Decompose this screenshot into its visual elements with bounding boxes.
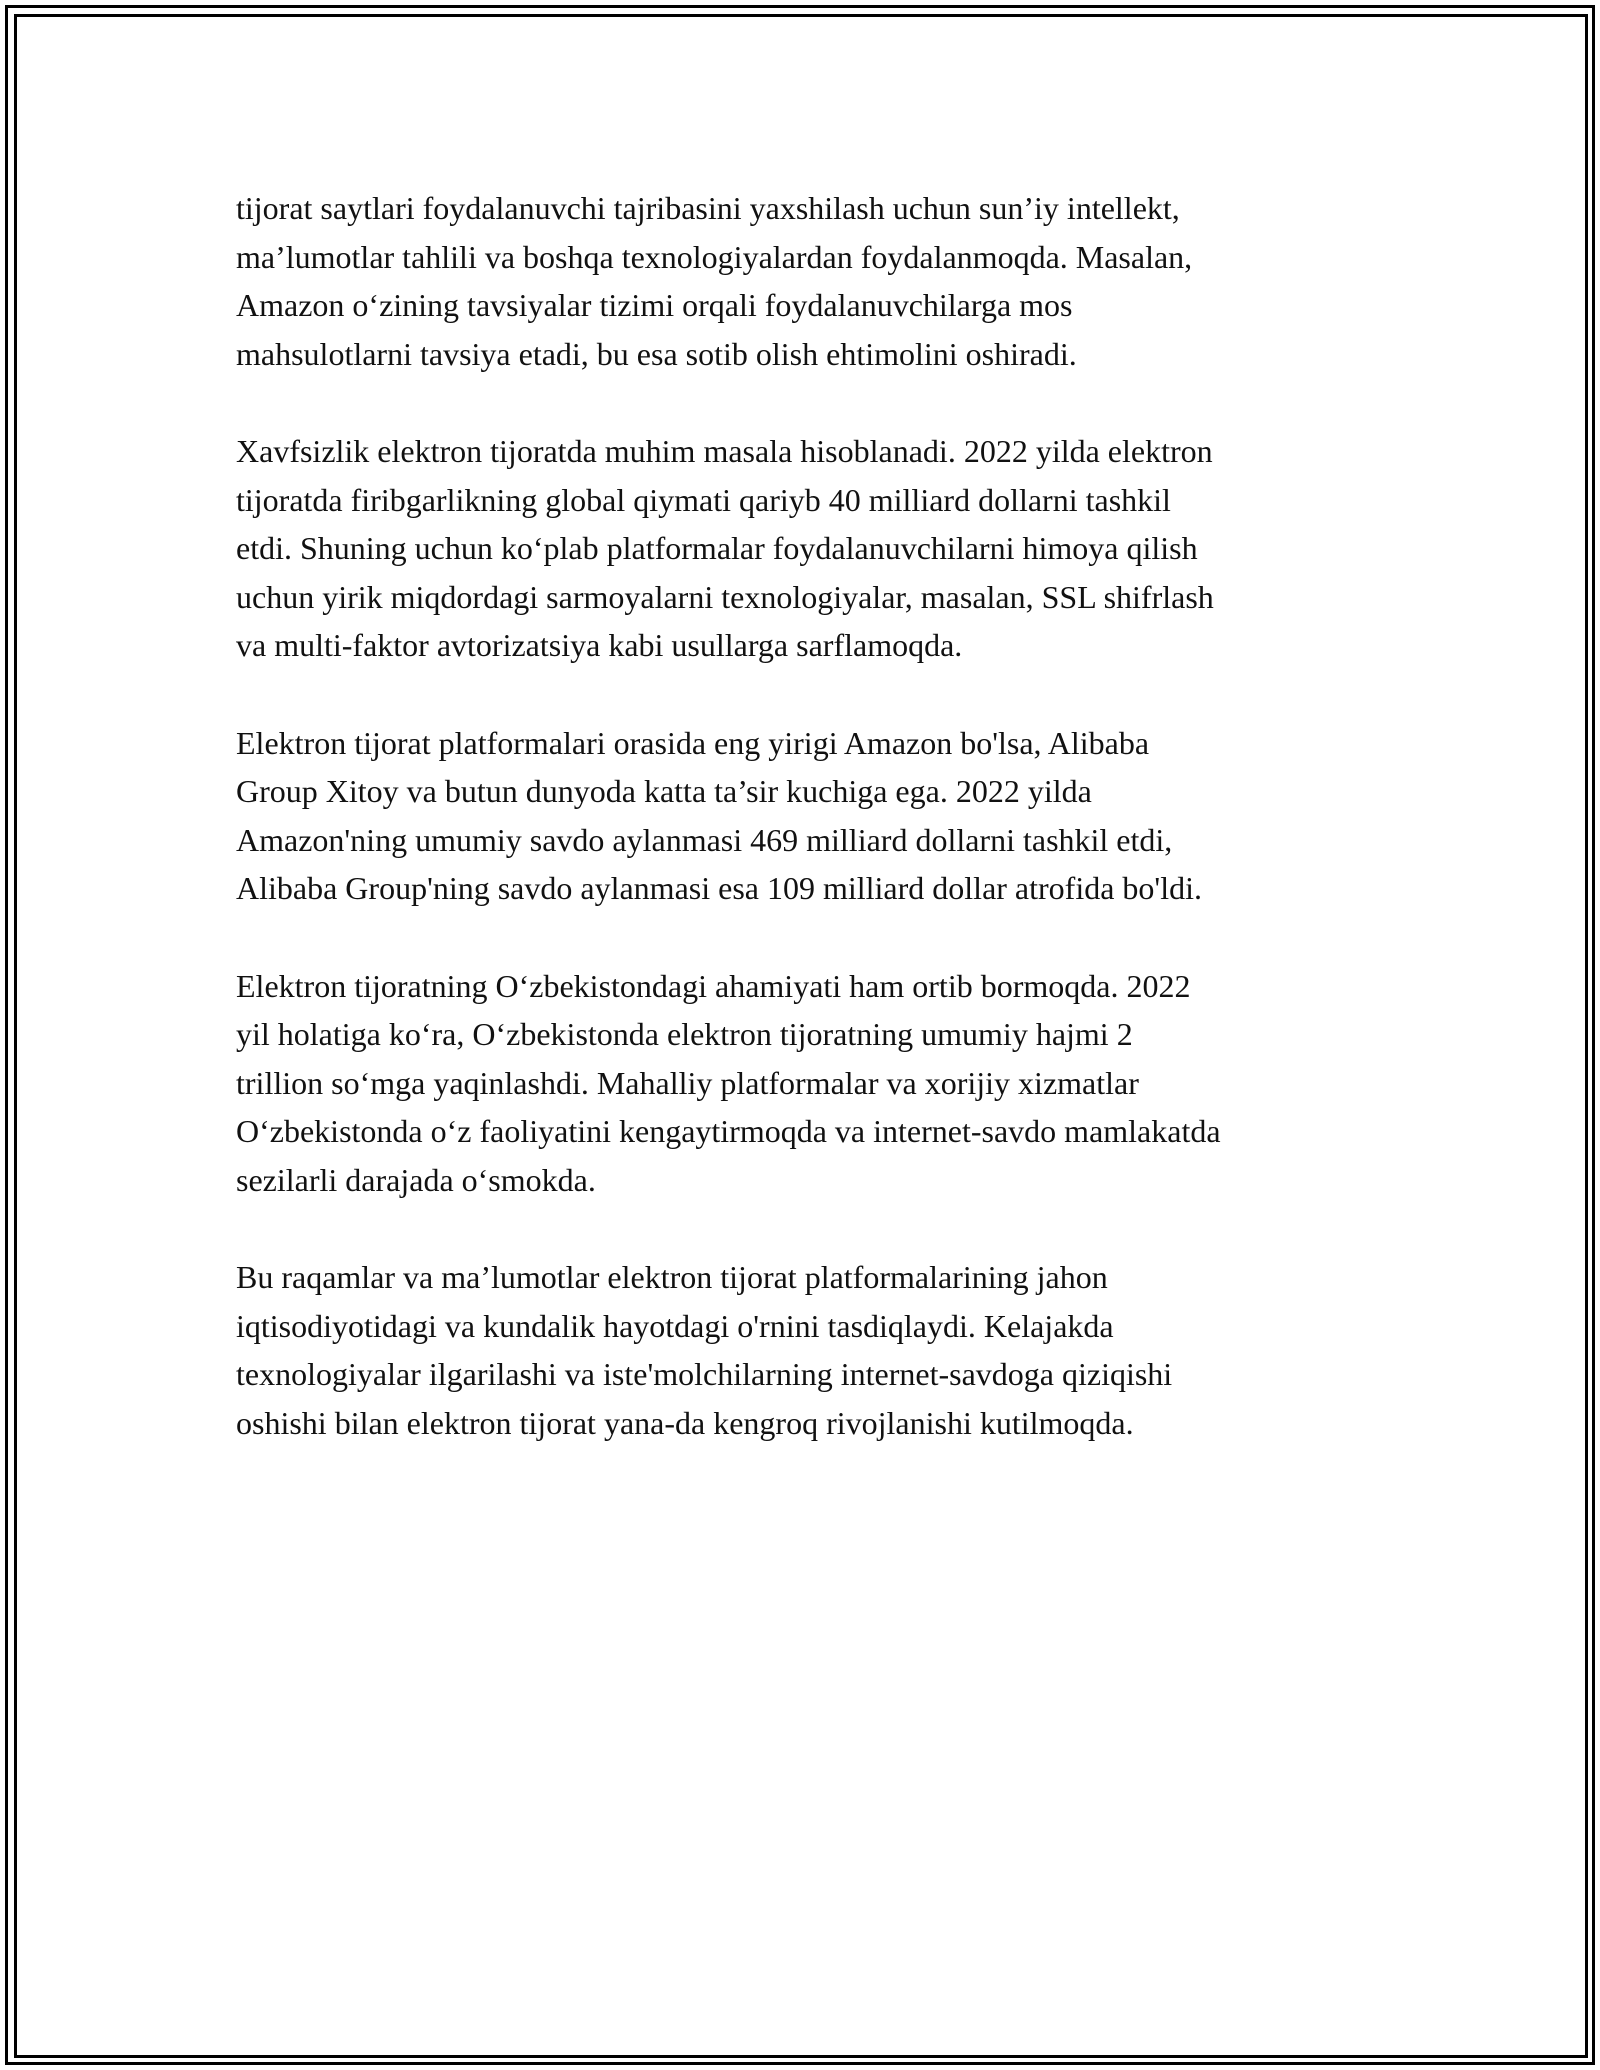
paragraph-2: Xavfsizlik elektron tijoratda muhim masala hisoblanadi. 2022 yilda elektron tijoratda firibgarlikning global qiymati qariyb 40 milliard dollarni tashkil etdi. Shuning uchun ko‘plab platformalar foydalanuvchilarni himoya qilish uchun yirik miqdordagi sarmoyalarni texnologiyalar, masalan, SSL shifrlash va multi-faktor avtorizatsiya kabi usullarga sarflamoqda. (236, 433, 1214, 663)
paragraph-1: tijorat saytlari foydalanuvchi tajribasini yaxshilash uchun sun’iy intellekt, ma’lumotlar tahlili va boshqa texnologiyalardan foydalanmoqda. Masalan, Amazon o‘zining tavsiyalar tizimi orqali foydalanuvchilarga mos mahsulotlarni tavsiya etadi, bu esa sotib olish ehtimolini oshiradi. (236, 190, 1193, 372)
paragraph-5: Bu raqamlar va ma’lumotlar elektron tijorat platformalarining jahon iqtisodiyotidagi va kundalik hayotdagi o'rnini tasdiqlaydi. Kelajakda texnologiyalar ilgarilashi va iste'molchilarning internet-savdoga qiziqishi oshishi bilan elektron tijorat yana-da kengroq rivojlanishi kutilmoqda. (236, 1259, 1173, 1441)
paragraph-4: Elektron tijoratning O‘zbekistondagi ahamiyati ham ortib bormoqda. 2022 yil holatiga ko‘ra, O‘zbekistonda elektron tijoratning umumiy hajmi 2 trillion so‘mga yaqinlashdi. Mahalliy platformalar va xorijiy xizmatlar O‘zbekistonda o‘z faoliyatini kengaytirmoqda va internet-savdo mamlakatda sezilarli darajada o‘smokda. (236, 967, 1221, 1198)
paragraph-3: Elektron tijorat platformalari orasida eng yirigi Amazon bo'lsa, Alibaba Group Xitoy va butun dunyoda katta ta’sir kuchiga ega. 2022 yilda Amazon'ning umumiy savdo aylanmasi 469 milliard dollarni tashkil etdi, Alibaba Group'ning savdo aylanmasi esa 109 milliard dollar atrofida bo'ldi. (236, 724, 1202, 906)
document-body (236, 184, 1376, 1496)
